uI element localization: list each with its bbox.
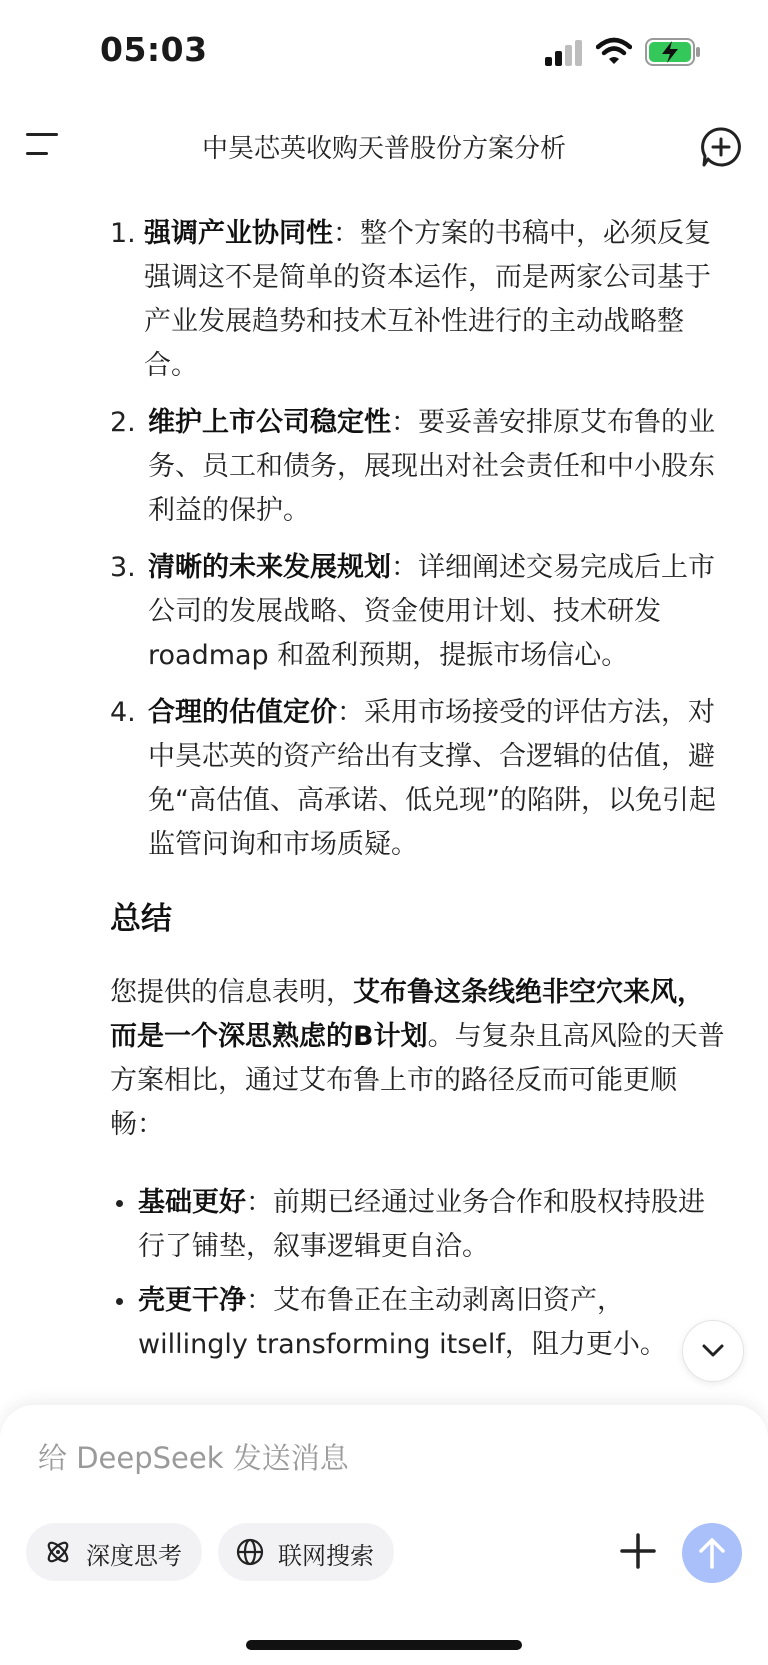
- section-heading: 总结: [110, 901, 172, 937]
- plus-icon[interactable]: [616, 1529, 660, 1573]
- summary-tail: 。与复杂且高风险的天普方案相比，通过艾布鲁上市的路径反而可能更顺畅：: [110, 1021, 725, 1140]
- bullet-list: [110, 1181, 730, 1367]
- list-item: [110, 546, 730, 678]
- wifi-icon: [596, 36, 632, 66]
- bullet-title: 壳更干净: [138, 1285, 246, 1316]
- list-item-text: ：整个方案的书稿中，必须反复强调这不是简单的资本运作，而是两家公司基于产业发展趋势和技术互补性进行的主动战略整合。: [144, 218, 711, 381]
- bullet-item: [110, 1279, 730, 1367]
- list-item: [110, 401, 730, 533]
- chevron-down-icon: [701, 1341, 725, 1361]
- bullet-text: ：艾布鲁正在主动剥离旧资产，willingly transforming itself，阻力更小。: [138, 1285, 667, 1360]
- status-time: 05:03: [100, 30, 208, 69]
- list-number: 2.: [110, 407, 136, 438]
- new-chat-icon[interactable]: [700, 126, 742, 168]
- list-item-title: 维护上市公司稳定性: [148, 407, 391, 438]
- list-item-text: ：要妥善安排原艾布鲁的业务、员工和债务，展现出对社会责任和中小股东利益的保护。: [148, 407, 715, 526]
- menu-icon: [26, 133, 58, 136]
- menu-icon: [26, 152, 48, 155]
- summary-lead: 您提供的信息表明，: [110, 977, 353, 1008]
- signal-icon: [545, 40, 585, 66]
- assistant-message: [110, 212, 730, 1377]
- status-bar: [0, 0, 768, 100]
- bullet-dot: [116, 1200, 123, 1207]
- numbered-list: [110, 212, 730, 867]
- list-item-title: 强调产业协同性: [144, 218, 333, 249]
- message-input[interactable]: [36, 1435, 700, 1481]
- deep-think-toggle[interactable]: [26, 1523, 202, 1581]
- list-number: 3.: [110, 552, 136, 583]
- bullet-dot: [116, 1298, 123, 1305]
- list-item-text: ：详细阐述交易完成后上市公司的发展战略、资金使用计划、技术研发 roadmap 和盈利预期，提振市场信心。: [148, 552, 715, 671]
- bullet-title: 基础更好: [138, 1187, 246, 1218]
- list-item-title: 清晰的未来发展规划: [148, 552, 391, 583]
- list-item: [110, 691, 730, 867]
- scroll-to-bottom-button[interactable]: [682, 1320, 744, 1382]
- list-item-text: ：采用市场接受的评估方法，对中昊芯英的资产给出有支撑、合逻辑的估值，避免“高估值、高承诺、低兑现”的陷阱，以免引起监管问询和市场质疑。: [148, 697, 716, 860]
- list-number: 1.: [110, 218, 136, 249]
- chat-title: 中昊芯英收购天普股份方案分析: [201, 134, 566, 164]
- globe-icon: [236, 1538, 264, 1566]
- atom-icon: [44, 1538, 72, 1566]
- chat-header: [0, 110, 768, 180]
- list-number: 4.: [110, 697, 136, 728]
- menu-button[interactable]: [26, 130, 66, 160]
- send-button[interactable]: [682, 1523, 742, 1583]
- deep-think-label: 深度思考: [86, 1542, 182, 1570]
- summary-paragraph: [110, 971, 730, 1147]
- arrow-up-icon: [697, 1536, 727, 1570]
- composer: [0, 1405, 768, 1665]
- summary-bold: 艾布鲁这条线绝非空穴来风，而是一个深思熟虑的B计划: [110, 977, 704, 1052]
- web-search-toggle[interactable]: [218, 1523, 394, 1581]
- home-indicator: [246, 1640, 522, 1650]
- bullet-item: [110, 1181, 730, 1269]
- web-search-label: 联网搜索: [278, 1542, 374, 1570]
- list-item-title: 合理的估值定价: [148, 697, 337, 728]
- list-item: [110, 212, 730, 388]
- bullet-text: ：前期已经通过业务合作和股权持股进行了铺垫，叙事逻辑更自洽。: [138, 1187, 705, 1262]
- battery-charging-icon: [645, 38, 701, 66]
